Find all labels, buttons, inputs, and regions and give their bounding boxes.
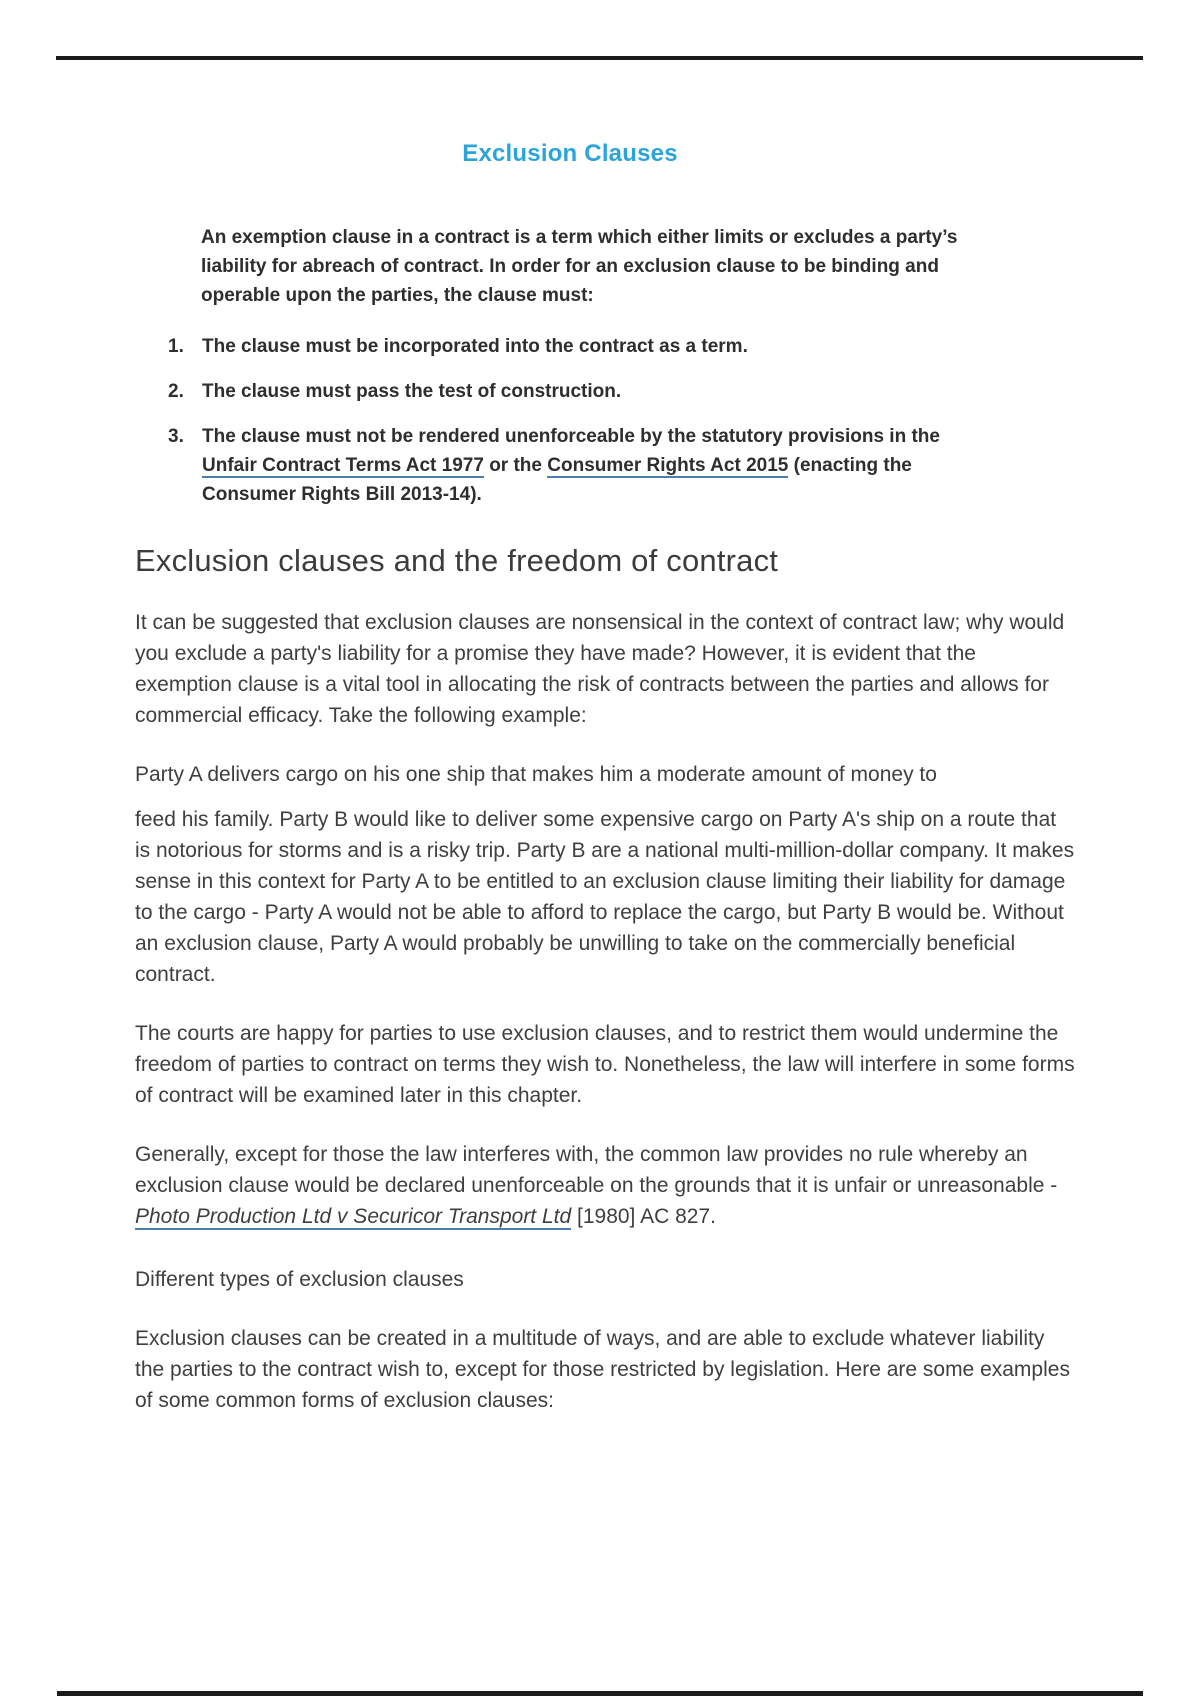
list-number: 1. [168,336,184,357]
subheading-different-types: Different types of exclusion clauses [135,1268,464,1291]
list-item-construction [168,377,1075,406]
list-item-incorporation [168,332,1075,361]
paragraph-generally-text-start: Generally, except for those the law interferes with, the common law provides no rule whereby an exclusion clause would be declared unenforceable on the grounds that it is unfair or unreasonable - [135,1143,1058,1197]
list-item-text-start: The clause must not be rendered unenforceable by the statutory provisions in the [202,426,940,447]
cra-2015-link[interactable]: Consumer Rights Act 2015 [547,455,789,476]
list-item-statutory [168,422,1075,509]
photo-production-case-link[interactable]: Photo Production Ltd v Securicor Transport Ltd [135,1205,572,1228]
list-item-text: The clause must be incorporated into the contract as a term. [202,336,748,357]
paragraph-courts: The courts are happy for parties to use exclusion clauses, and to restrict them would undermine the freedom of parties to contract on terms they wish to. Nonetheless, the law will interfere in some forms of contract will be examined later in this chapter. [135,1022,1075,1107]
paragraph-types-of-clauses: Exclusion clauses can be created in a multitude of ways, and are able to exclude whatever liability the parties to the contract wish to, except for those restricted by legislation. Here are some examples of some common forms of exclusion clauses: [135,1327,1070,1412]
top-horizontal-rule [56,56,1143,60]
list-item-text [202,422,992,509]
paragraph-cargo-example-1: Party A delivers cargo on his one ship that makes him a moderate amount of money to [135,763,937,786]
paragraph-cargo-example-2: feed his family. Party B would like to deliver some expensive cargo on Party A's ship on a route that is notorious for storms and is a risky trip. Party B are a national multi-million-dollar company. It makes sense in this context for Party A to be entitled to an exclusion clause limiting their liability for damage to the cargo - Party A would not be able to afford to replace the cargo, but Party B would be. Without an exclusion clause, Party A would probably be unwilling to take on the commercially beneficial contract. [135,808,1075,986]
bottom-horizontal-rule [57,1691,1143,1696]
list-number: 2. [168,381,184,402]
ucta-1977-link[interactable]: Unfair Contract Terms Act 1977 [202,455,484,476]
list-item-text-end: (enacting the Consumer Rights Bill 2013-14). [202,455,912,505]
list-item-text: The clause must pass the test of construction. [202,381,622,402]
page-title: Exclusion Clauses [462,140,678,167]
paragraph-freedom-of-contract: It can be suggested that exclusion clauses are nonsensical in the context of contract law; why would you exclude a party's liability for a promise they have made? However, it is evident that the exemption clause is a vital tool in allocating the risk of contracts between the parties and allows for commercial efficacy. Take the following example: [135,611,1065,727]
list-number: 3. [168,426,184,447]
title-row [135,140,1005,168]
paragraph-generally [135,1139,1075,1232]
paragraph-generally-text-end: [1980] AC 827. [571,1205,716,1228]
list-item-text-mid: or the [483,455,548,476]
document-content [135,140,1075,1416]
section-heading: Exclusion clauses and the freedom of contract [135,543,779,578]
requirements-list [135,332,1075,509]
intro-paragraph: An exemption clause in a contract is a term which either limits or excludes a party’s liability for abreach of contract. In order for an exclusion clause to be binding and operable upon the parties, the clause must: [201,227,958,306]
